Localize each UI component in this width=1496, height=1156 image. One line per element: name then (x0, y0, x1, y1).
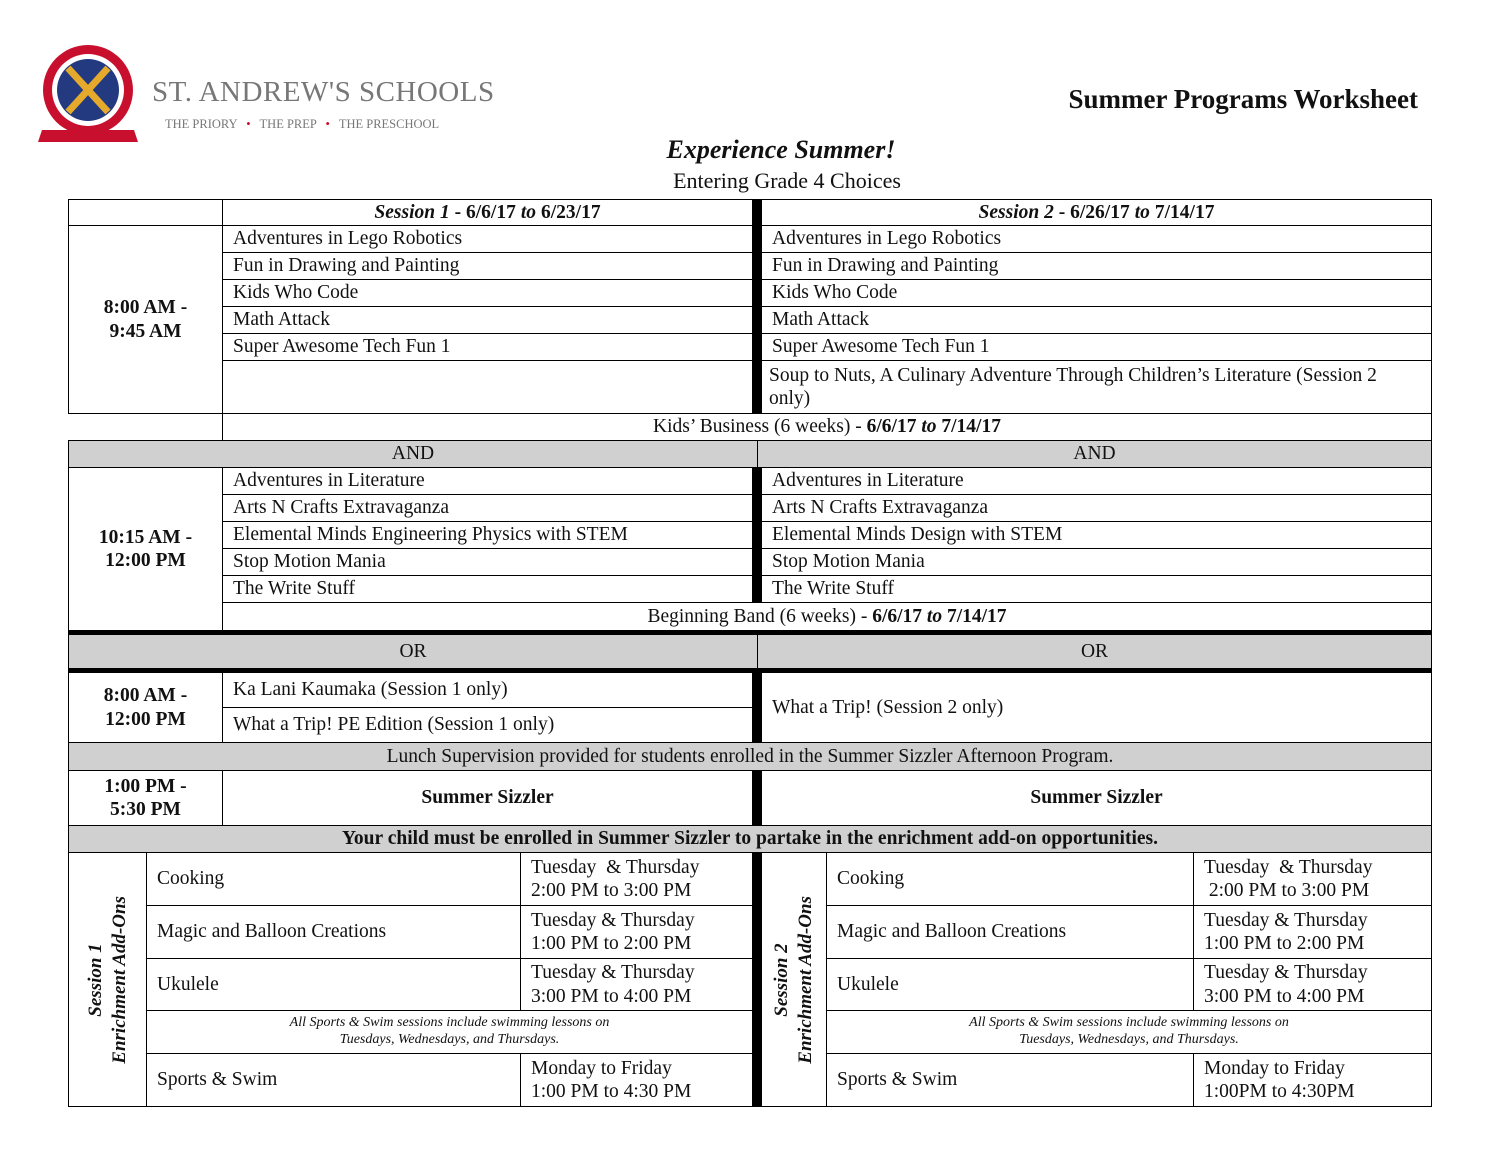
end-date: 7/14/17 (941, 416, 1001, 438)
days: Tuesday & Thursday (531, 856, 700, 878)
addons-label: Enrichment Add-Ons (795, 895, 816, 1064)
s1-summer-sizzler[interactable]: Summer Sizzler (222, 770, 753, 826)
addons-label: Enrichment Add-Ons (108, 895, 130, 1064)
hours: 3:00 PM to 4:00 PM (531, 985, 692, 1007)
hours: 1:00 PM to 4:30 PM (531, 1081, 692, 1102)
session-label: Session 2 (771, 942, 793, 1017)
time-slot-full-morning (68, 672, 223, 743)
s1-addons-label (68, 852, 147, 1107)
s2-addon-schedule (1193, 905, 1432, 959)
option-label: Kids’ Business (6 weeks) - (653, 416, 867, 438)
to: to (1134, 201, 1150, 223)
days: Tuesday & Thursday (531, 962, 695, 984)
tagline-preschool: THE PRESCHOOL (338, 117, 440, 131)
s1-class-option[interactable]: The Write Stuff (222, 575, 753, 603)
s2-addon-option[interactable]: Ukulele (826, 958, 1194, 1011)
s2-class-option[interactable]: Kids Who Code (761, 279, 1432, 307)
s2-class-option[interactable]: Arts N Crafts Extravaganza (761, 494, 1432, 522)
s1-addon-option[interactable]: Sports & Swim (146, 1053, 521, 1107)
s1-class-option[interactable]: Arts N Crafts Extravaganza (222, 494, 753, 522)
s1-swim-note (146, 1010, 753, 1054)
days: Tuesday & Thursday (1204, 856, 1373, 878)
note-line: Tuesdays, Wednesdays, and Thursdays. (339, 1032, 560, 1047)
time-slot-afternoon (68, 770, 223, 826)
time-end: 5:30 PM (110, 799, 181, 820)
session-end: 7/14/17 (1154, 201, 1215, 223)
time-start: 10:15 AM - (98, 526, 193, 548)
and-divider-s1: AND (68, 440, 758, 468)
tagline-priory: THE PRIORY (165, 117, 238, 131)
time-end: 12:00 PM (105, 550, 186, 571)
session-divider (752, 467, 762, 603)
kids-business-option[interactable] (222, 413, 1432, 441)
s1-addon-option[interactable]: Magic and Balloon Creations (146, 905, 521, 959)
s2-addons-label (761, 852, 827, 1107)
s1-class-option[interactable]: Stop Motion Mania (222, 548, 753, 576)
s1-class-option[interactable]: Math Attack (222, 306, 753, 334)
time-slot-morning-early (68, 225, 223, 414)
and-divider-s2: AND (757, 440, 1432, 468)
lunch-note: Lunch Supervision provided for students enrolled in the Summer Sizzler Afternoon Program. (68, 742, 1432, 771)
school-tagline (165, 117, 439, 132)
time-start: 8:00 AM - (103, 297, 188, 319)
s1-addon-option[interactable]: Ukulele (146, 958, 521, 1011)
s2-addon-option[interactable]: Cooking (826, 852, 1194, 906)
days: Tuesday & Thursday (531, 909, 695, 931)
to: to (520, 201, 536, 223)
hours: 1:00 PM to 2:00 PM (531, 933, 692, 954)
time-end: 9:45 AM (109, 320, 182, 342)
to: to (922, 605, 947, 627)
s1-class-option[interactable]: Adventures in Literature (222, 467, 753, 495)
time-start: 8:00 AM - (103, 685, 188, 707)
s1-addon-schedule (520, 852, 753, 906)
s2-class-option[interactable]: Soup to Nuts, A Culinary Adventure Through Children’s Literature (Session 2 only) (761, 360, 1432, 414)
session-divider (752, 852, 762, 1107)
to: to (916, 416, 942, 438)
s1-empty-cell (222, 360, 753, 414)
s2-class-option[interactable]: What a Trip! (Session 2 only) (761, 672, 1432, 743)
s2-addon-option[interactable]: Sports & Swim (826, 1053, 1194, 1107)
s1-class-option[interactable]: Fun in Drawing and Painting (222, 252, 753, 280)
s2-swim-note (826, 1010, 1432, 1054)
tagline-sep: • (246, 117, 251, 131)
s1-class-option[interactable]: Adventures in Lego Robotics (222, 225, 753, 253)
s2-class-option[interactable]: Stop Motion Mania (761, 548, 1432, 576)
s1-class-option[interactable]: What a Trip! PE Edition (Session 1 only) (222, 707, 753, 743)
s1-class-option[interactable]: Ka Lani Kaumaka (Session 1 only) (222, 672, 753, 708)
s1-addon-option[interactable]: Cooking (146, 852, 521, 906)
days: Tuesday & Thursday (1204, 962, 1368, 984)
session-label: Session 2 (978, 201, 1054, 223)
option-label: Beginning Band (6 weeks) - (647, 605, 873, 627)
days: Monday to Friday (1204, 1057, 1345, 1079)
note-line: All Sports & Swim sessions include swimming lessons on (289, 1015, 610, 1031)
time-slot-morning-late (68, 467, 223, 631)
tagline-sep: • (325, 117, 330, 131)
page-title: Summer Programs Worksheet (1068, 84, 1418, 114)
s2-class-option[interactable]: Adventures in Lego Robotics (761, 225, 1432, 253)
hours: 3:00 PM to 4:00 PM (1204, 985, 1365, 1007)
session-start: 6/26/17 (1070, 201, 1130, 223)
session-1-header (222, 199, 753, 226)
days: Tuesday & Thursday (1204, 909, 1368, 931)
note-line: Tuesdays, Wednesdays, and Thursdays. (1019, 1032, 1239, 1047)
session-end: 6/23/17 (541, 201, 601, 223)
s2-summer-sizzler[interactable]: Summer Sizzler (761, 770, 1432, 826)
hours: 2:00 PM to 3:00 PM (1204, 880, 1370, 901)
session-divider (752, 770, 762, 826)
end-date: 7/14/17 (946, 605, 1007, 627)
or-divider-s2: OR (757, 634, 1432, 669)
s1-addon-schedule (520, 905, 753, 959)
s1-addon-schedule (520, 958, 753, 1011)
s2-class-option[interactable]: Super Awesome Tech Fun 1 (761, 333, 1432, 361)
sep: - (449, 201, 466, 223)
s2-class-option[interactable]: The Write Stuff (761, 575, 1432, 603)
session-2-header (761, 199, 1432, 226)
s1-class-option[interactable]: Elemental Minds Engineering Physics with STEM (222, 521, 753, 549)
note-line: All Sports & Swim sessions include swimming lessons on (969, 1015, 1289, 1031)
school-name: ST. ANDREW'S SCHOOLS (152, 76, 495, 108)
subtitle: Experience Summer! (666, 135, 896, 164)
s2-class-option[interactable]: Math Attack (761, 306, 1432, 334)
session-label: Session 1 (374, 201, 450, 223)
s1-addon-schedule (520, 1053, 753, 1107)
s2-class-option[interactable]: Fun in Drawing and Painting (761, 252, 1432, 280)
s2-class-option[interactable]: Elemental Minds Design with STEM (761, 521, 1432, 549)
s2-class-option[interactable]: Adventures in Literature (761, 467, 1432, 495)
s1-class-option[interactable]: Kids Who Code (222, 279, 753, 307)
s2-addon-schedule (1193, 852, 1432, 906)
days: Monday to Friday (531, 1057, 672, 1079)
hours: 1:00PM to 4:30PM (1204, 1081, 1355, 1102)
session-divider (752, 199, 762, 414)
time-start: 1:00 PM - (104, 775, 187, 797)
session-divider (752, 672, 762, 743)
sep: - (1053, 201, 1071, 223)
grade-heading: Entering Grade 4 Choices (673, 168, 901, 193)
session-label: Session 1 (84, 942, 106, 1017)
hours: 1:00 PM to 2:00 PM (1204, 933, 1365, 954)
school-seal-icon (38, 42, 143, 150)
blank-header-cell (68, 199, 223, 226)
session-start: 6/6/17 (465, 201, 516, 223)
beginning-band-option[interactable] (222, 602, 1432, 631)
or-divider-s1: OR (68, 634, 758, 669)
time-end: 12:00 PM (105, 708, 186, 730)
s2-addon-option[interactable]: Magic and Balloon Creations (826, 905, 1194, 959)
s2-addon-schedule (1193, 958, 1432, 1011)
enrichment-notice: Your child must be enrolled in Summer Sizzler to partake in the enrichment add-on opportunities. (68, 825, 1432, 853)
start-date: 6/6/17 (872, 605, 923, 627)
s2-addon-schedule (1193, 1053, 1432, 1107)
school-logo (38, 42, 143, 150)
start-date: 6/6/17 (866, 416, 917, 438)
hours: 2:00 PM to 3:00 PM (531, 880, 692, 901)
tagline-prep: THE PREP (259, 117, 317, 131)
s1-class-option[interactable]: Super Awesome Tech Fun 1 (222, 333, 753, 361)
